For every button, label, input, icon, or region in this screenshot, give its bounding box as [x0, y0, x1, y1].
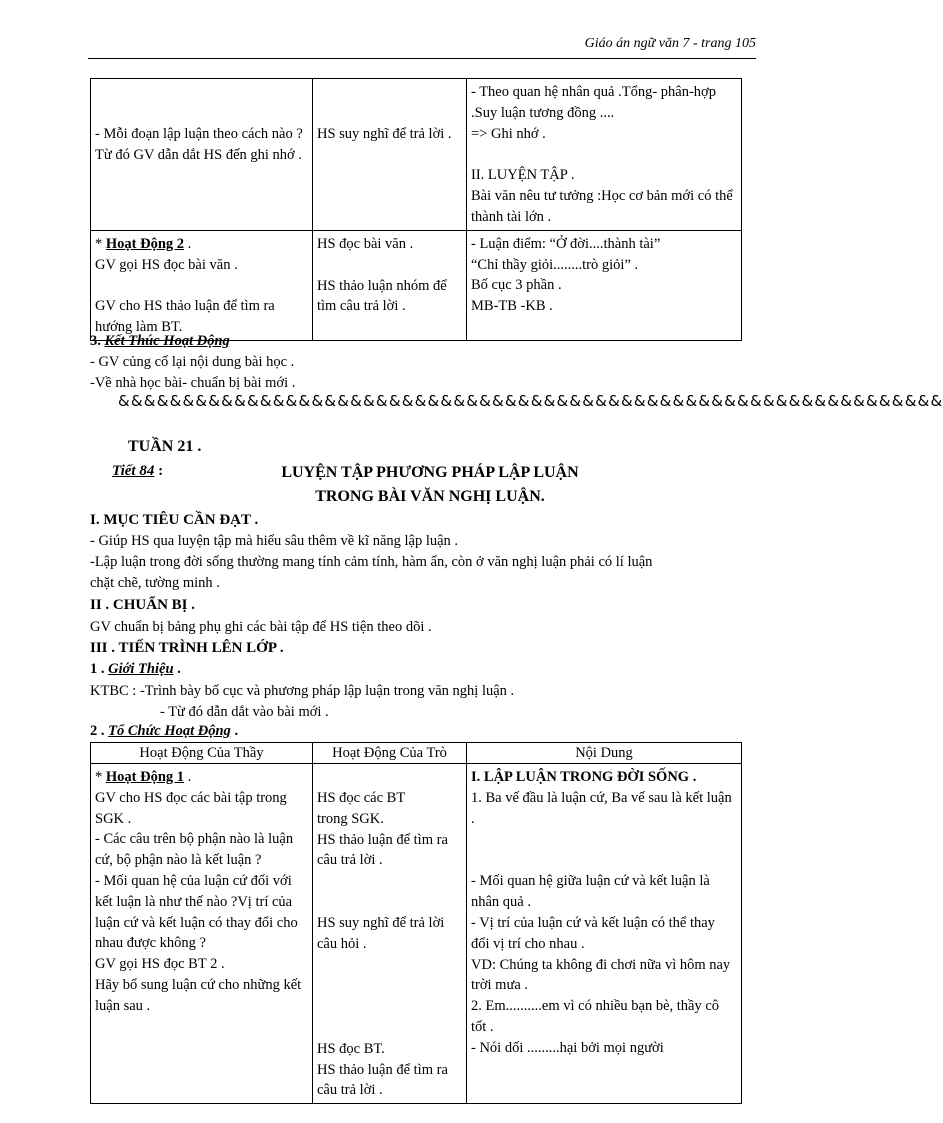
student-line: HS đọc các BT — [317, 790, 406, 806]
teacher-line: GV gọi HS đọc BT 2 . — [95, 956, 225, 973]
activity-table — [90, 742, 742, 1104]
activity-bullet: * — [95, 769, 106, 785]
content-line: => Ghi nhớ . — [471, 125, 546, 142]
subsection-number: 2 . — [90, 723, 109, 739]
preparation-line: GV chuẩn bị bảng phụ ghi các bài tập để HS tiện theo dõi . — [90, 619, 432, 635]
column-header-content: Nội Dung — [467, 743, 742, 764]
content-line: “Chỉ thầy giỏi........trò giỏi” . — [471, 256, 639, 273]
ending-number: 3. — [90, 333, 105, 349]
student-line: HS suy nghĩ để trả lời câu hỏi . — [317, 915, 445, 952]
content-line: - Mối quan hệ giữa luận cứ và kết luận là nhân quả . — [471, 873, 710, 911]
content-line: Bố cục 3 phần . — [471, 277, 562, 294]
content-line: - Luận điểm: “Ở đời....thành tài” — [471, 235, 661, 252]
lesson-title — [200, 461, 660, 509]
activity-heading-dot: . — [184, 769, 192, 785]
header-rule — [88, 58, 756, 59]
student-line: HS đọc BT. — [317, 1040, 385, 1057]
content-line: 1. Ba vế đầu là luận cứ, Ba vế sau là kết luận . — [471, 789, 732, 827]
teacher-line: GV cho HS thảo luận để tìm ra hướng làm BT. — [95, 298, 275, 336]
content-line: - Theo quan hệ nhân quả .Tổng- phân-hợp .Suy luận tương đồng .... — [471, 84, 716, 121]
student-line: HS đọc bài văn . — [317, 235, 414, 252]
student-line: HS thảo luận để tìm ra câu trả lời . — [317, 831, 448, 869]
objective-line: - Giúp HS qua luyện tập mà hiểu sâu thêm về kĩ năng lập luận . — [90, 533, 459, 549]
subsection-dot: . — [173, 661, 181, 677]
student-cell — [313, 764, 467, 1104]
column-header-teacher: Hoạt Động Của Thầy — [91, 743, 313, 764]
teacher-line: Từ đó GV dẫn dắt HS đến ghi nhớ . — [95, 146, 302, 163]
lesson-label-wrap — [112, 463, 163, 480]
content-cell — [467, 764, 742, 1104]
student-line: trong SGK. — [317, 810, 384, 827]
activity-heading: Hoạt Động 1 — [105, 769, 185, 785]
teacher-cell — [91, 764, 313, 1104]
running-header: Giáo án ngữ văn 7 - trang 105 — [584, 36, 756, 51]
student-cell — [313, 79, 467, 231]
ending-line: - GV củng cố lại nội dung bài học . — [90, 354, 295, 370]
teacher-line: - Mỗi đoạn lập luận theo cách nào ? — [95, 126, 303, 142]
teacher-line: Hãy bổ sung luận cứ cho những kết luận sau . — [95, 976, 302, 1014]
content-heading: I. LẬP LUẬN TRONG ĐỜI SỐNG . — [471, 769, 697, 785]
ktbc-line: - Từ đó dẫn dắt vào bài mới . — [160, 704, 329, 720]
subsection-activities — [90, 721, 238, 741]
column-header-student: Hoạt Động Của Trò — [313, 743, 467, 764]
student-line: HS thảo luận để tìm ra câu trả lời . — [317, 1061, 448, 1099]
lesson-colon: : — [154, 463, 164, 479]
subsection-dot: . — [230, 723, 239, 739]
activity-heading: Hoạt Động 2 — [105, 235, 185, 252]
subsection-title: Tổ Chức Hoạt Động — [108, 723, 231, 739]
section-procedure-title: III . TIẾN TRÌNH LÊN LỚP . — [90, 640, 284, 656]
content-cell — [467, 230, 742, 340]
ornament-divider: &&&&&&&&&&&&&&&&&&&&&&&&&&&&&&&&&&&&&&&&&&&&&&&&&&&&&&&&&&&&&&&& — [118, 392, 943, 410]
content-cell — [467, 79, 742, 231]
activity-bullet: * — [95, 235, 106, 252]
ending-title: Kết Thúc Hoạt Động — [104, 333, 230, 349]
ending-heading — [90, 331, 230, 351]
ending-line: -Về nhà học bài- chuẩn bị bài mới . — [90, 375, 296, 391]
ktbc-line: KTBC : -Trình bày bố cục và phương pháp lập luận trong văn nghị luận . — [90, 683, 515, 699]
subsection-introduction — [90, 659, 181, 679]
lesson-title-line-2: TRONG BÀI VĂN NGHỊ LUẬN. — [315, 488, 545, 505]
subsection-number: 1 . — [90, 661, 109, 677]
lesson-title-line-1: LUYỆN TẬP PHƯƠNG PHÁP LẬP LUẬN — [281, 464, 579, 481]
table-row — [91, 79, 742, 231]
objective-line: -Lập luận trong đời sống thường mang tính cảm tính, hàm ẩn, còn ở văn nghị luận phải có lí luận — [90, 554, 653, 570]
lesson-number: Tiết 84 — [112, 463, 155, 479]
student-line: HS suy nghĩ để trả lời . — [317, 126, 452, 142]
objective-line: chặt chẽ, tường minh . — [90, 575, 220, 591]
table-header-row — [91, 743, 742, 764]
section-objectives-title: I. MỤC TIÊU CẦN ĐẠT . — [90, 512, 259, 528]
content-line: - Nói dối .........hại bởi mọi người — [471, 1039, 664, 1056]
table-row — [91, 230, 742, 340]
student-cell — [313, 230, 467, 340]
teacher-cell — [91, 79, 313, 231]
teacher-cell — [91, 230, 313, 340]
content-line: 2. Em..........em vì có nhiều bạn bè, thầy cô tốt . — [471, 998, 720, 1035]
teacher-line: GV gọi HS đọc bài văn . — [95, 256, 238, 273]
teacher-line: - Mối quan hệ của luận cứ đối với kết luận là như thế nào ?Vị trí của luận cứ và kết luận có thay đổi cho nhau được không ? — [95, 872, 298, 952]
teacher-line: GV cho HS đọc các bài tập trong SGK . — [95, 789, 287, 827]
student-line: HS thảo luận nhóm để tìm câu trả lời . — [317, 277, 447, 315]
content-line: VD: Chúng ta không đi chơi nữa vì hôm nay trời mưa . — [471, 956, 731, 994]
activity-table-continued — [90, 78, 742, 341]
teacher-line: - Các câu trên bộ phận nào là luận cứ, bộ phận nào là kết luận ? — [95, 831, 294, 869]
section-preparation-title: II . CHUẨN BỊ . — [90, 597, 196, 613]
week-heading: TUẦN 21 . — [128, 438, 202, 455]
content-line: Bài văn nêu tư tưởng :Học cơ bản mới có thể thành tài lớn . — [471, 188, 733, 225]
content-line: - Vị trí của luận cứ và kết luận có thể thay đổi vị trí cho nhau . — [471, 914, 715, 952]
content-line: MB-TB -KB . — [471, 298, 553, 315]
activity-heading-dot: . — [184, 235, 192, 252]
table-row — [91, 764, 742, 1104]
content-line: II. LUYỆN TẬP . — [471, 167, 575, 184]
subsection-title: Giới Thiệu — [108, 661, 174, 677]
